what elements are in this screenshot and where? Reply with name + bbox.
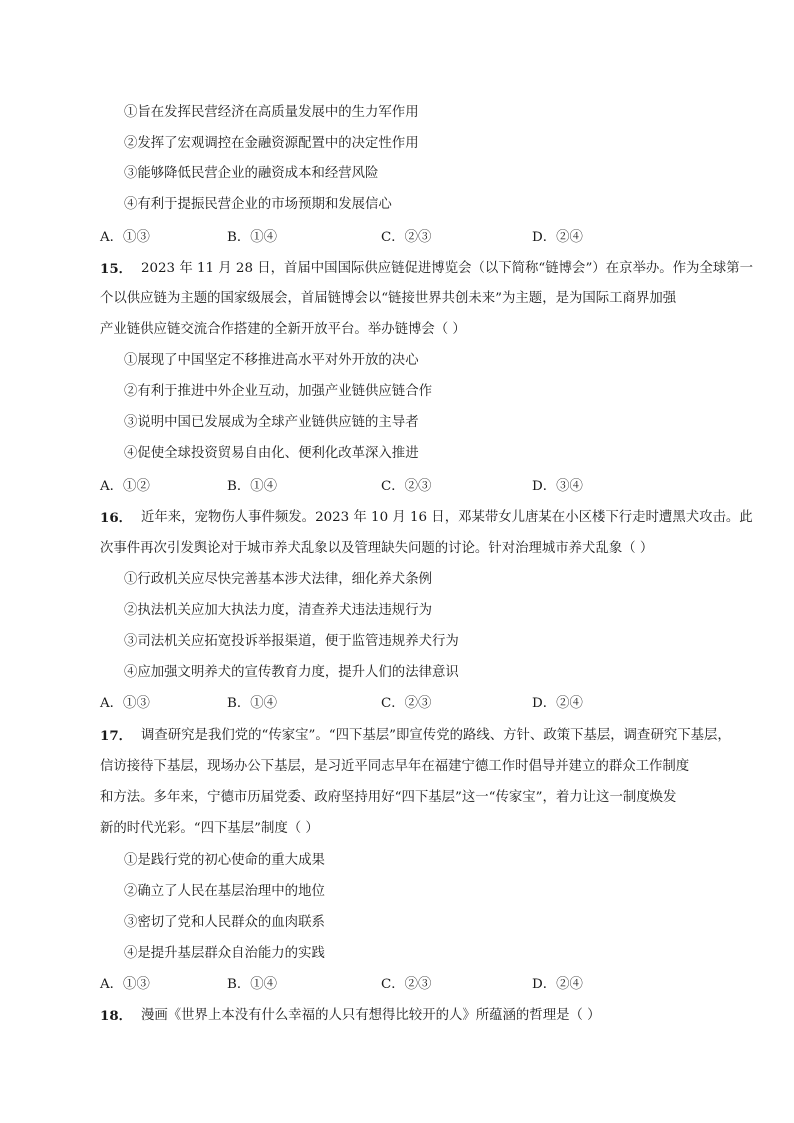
q14-statement-2: ②发挥了宏观调控在金融资源配置中的决定性作用 <box>124 136 419 151</box>
q15-choice-b[interactable]: B．①④ <box>227 479 278 494</box>
q17-choice-c[interactable]: C．②③ <box>381 977 432 992</box>
q16-statement-1: ①行政机关应尽快完善基本涉犬法律，细化养犬条例 <box>124 572 432 587</box>
q15-choice-d[interactable]: D．③④ <box>532 479 583 494</box>
q18-stem-line-1: 漫画《世界上本没有什么幸福的人只有想得比较开的人》所蕴涵的哲理是（ ） <box>141 1008 601 1023</box>
q15-statement-4: ④促使全球投资贸易自由化、便利化改革深入推进 <box>124 446 419 461</box>
q16-choice-c[interactable]: C．②③ <box>381 696 432 711</box>
q15-choice-c[interactable]: C．②③ <box>381 479 432 494</box>
q18-number: 18． <box>100 1008 133 1024</box>
q17-stem-line-3: 和方法。多年来，宁德市历届党委、政府坚持用好“四下基层”这一“传家宝”，着力让这一制度焕发 <box>100 790 677 805</box>
q17-stem-line-4: 新的时代光彩。“四下基层”制度（ ） <box>100 821 319 836</box>
q14-choice-a[interactable]: A．①③ <box>100 230 150 245</box>
q16-statement-2: ②执法机关应加大执法力度，清查养犬违法违规行为 <box>124 603 432 618</box>
q15-number: 15． <box>100 261 133 277</box>
q15-choices <box>100 477 660 497</box>
q17-choices <box>100 975 660 995</box>
q15-statement-1: ①展现了中国坚定不移推进高水平对外开放的决心 <box>124 353 419 368</box>
q14-statement-3: ③能够降低民营企业的融资成本和经营风险 <box>124 166 379 181</box>
q15-statement-3: ③说明中国已发展成为全球产业链供应链的主导者 <box>124 415 419 430</box>
q17-number: 17． <box>100 728 133 744</box>
q16-stem-line-1: 近年来，宠物伤人事件频发。2023 年 10 月 16 日，邓某带女儿唐某在小区楼下行走时遭黑犬攻击。此 <box>141 510 753 525</box>
q17-choice-a[interactable]: A．①③ <box>100 977 150 992</box>
q17-stem-line-2: 信访接待下基层，现场办公下基层，是习近平同志早年在福建宁德工作时倡导并建立的群众工作制度 <box>100 759 690 774</box>
q14-statement-4: ④有利于提振民营企业的市场预期和发展信心 <box>124 197 392 212</box>
q14-statement-1: ①旨在发挥民营经济在高质量发展中的生力军作用 <box>124 105 419 120</box>
q15-stem-line-3: 产业链供应链交流合作搭建的全新开放平台。举办链博会（ ） <box>100 322 466 337</box>
q14-choice-b[interactable]: B．①④ <box>227 230 278 245</box>
q16-number: 16． <box>100 510 133 526</box>
q17-choice-d[interactable]: D．②④ <box>532 977 583 992</box>
q17-statement-4: ④是提升基层群众自治能力的实践 <box>124 946 325 961</box>
q17-stem-line-1: 调查研究是我们党的“传家宝”。“四下基层”即宣传党的路线、方针、政策下基层，调查研究下基层， <box>141 728 731 743</box>
q17-statement-3: ③密切了党和人民群众的血肉联系 <box>124 915 325 930</box>
q17-choice-b[interactable]: B．①④ <box>227 977 278 992</box>
q16-choice-a[interactable]: A．①③ <box>100 696 150 711</box>
q15-statement-2: ②有利于推进中外企业互动，加强产业链供应链合作 <box>124 384 432 399</box>
q14-choices <box>100 228 660 248</box>
q14-choice-d[interactable]: D．②④ <box>532 230 583 245</box>
q16-stem-line-2: 次事件再次引发舆论对于城市养犬乱象以及管理缺失问题的讨论。针对治理城市养犬乱象（ ） <box>100 541 654 556</box>
q16-choices <box>100 694 660 714</box>
q14-choice-c[interactable]: C．②③ <box>381 230 432 245</box>
q17-statement-1: ①是践行党的初心使命的重大成果 <box>124 853 325 868</box>
q15-stem-line-1: 2023 年 11 月 28 日，首届中国国际供应链促进博览会（以下简称“链博会”）在京举办。作为全球第一 <box>141 261 753 276</box>
q16-choice-d[interactable]: D．②④ <box>532 696 583 711</box>
q15-stem-line-2: 个以供应链为主题的国家级展会，首届链博会以“链接世界共创未来”为主题，是为国际工商界加强 <box>100 291 677 306</box>
q17-statement-2: ②确立了人民在基层治理中的地位 <box>124 884 325 899</box>
q16-statement-3: ③司法机关应拓宽投诉举报渠道，便于监管违规养犬行为 <box>124 634 459 649</box>
q16-choice-b[interactable]: B．①④ <box>227 696 278 711</box>
q15-choice-a[interactable]: A．①② <box>100 479 150 494</box>
q16-statement-4: ④应加强文明养犬的宣传教育力度，提升人们的法律意识 <box>124 665 459 680</box>
